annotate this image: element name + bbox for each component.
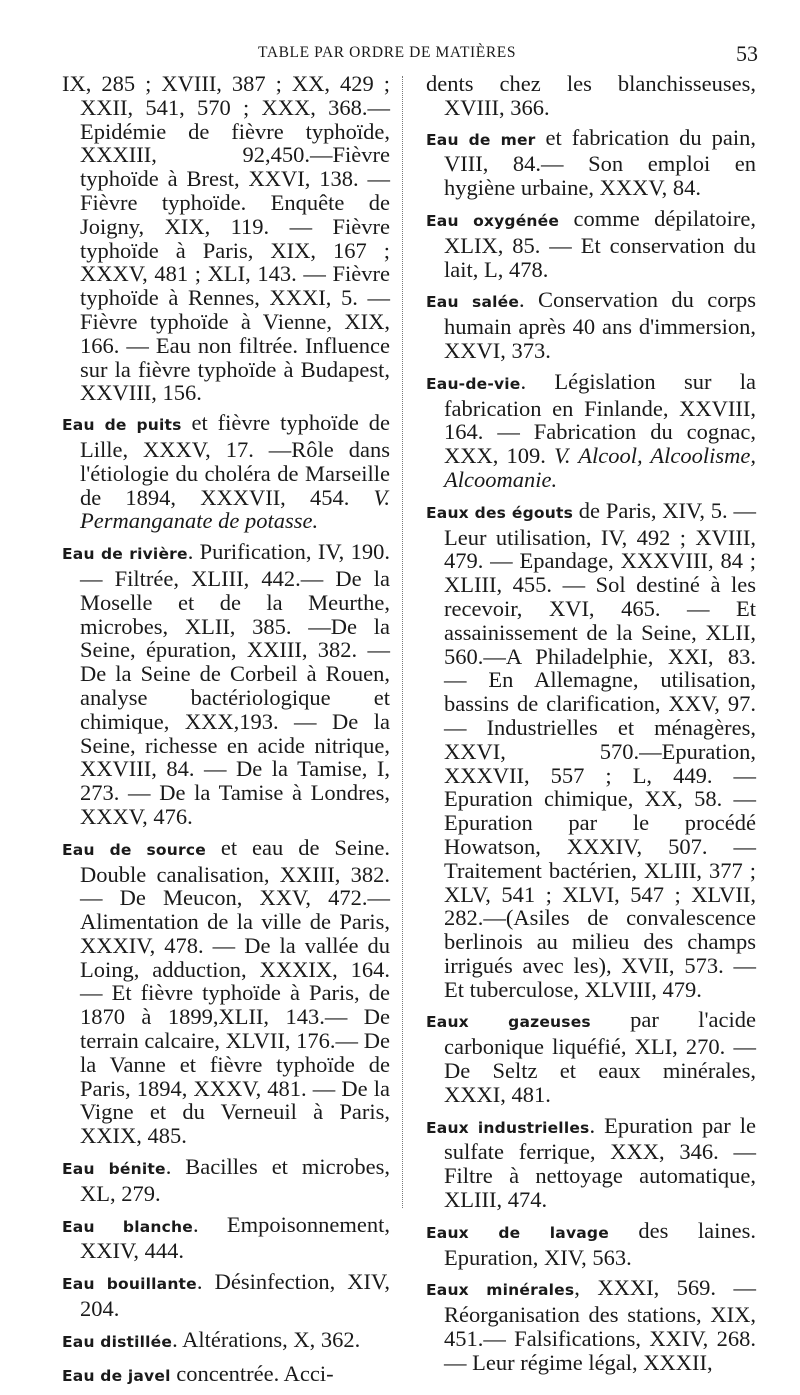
index-entry [62, 1326, 390, 1355]
index-entry-continuation [426, 71, 756, 120]
entry-text: IX, 285 ; XVIII, 387 ; XX, 429 ; XXII, 541, 570 ; XXX, 368.— Epidémie de fièvre typhoïde, XXXIII, 92,450.—Fièvre typhoïde à Brest, XXVI, 138. — Fièvre typhoïde. Enquête de Joigny, XIX, 119. — Fièvre typhoïde à Paris, XIX, 167 ; XXXV, 481 ; XLI, 143. — Fièvre typhoïde à Rennes, XXXI, 5. — Fièvre typhoïde à Vienne, XIX, 166. — Eau non filtrée. Influence sur la fièvre typhoïde à Budapest, XXVIII, 156. [62, 71, 390, 406]
index-entry-continuation [62, 71, 390, 406]
entry-term: Eau salée [426, 293, 520, 312]
entry-text: . Epuration par le sulfate ferrique, XXX, 346. — Filtre à nettoyage automatique, XLIII, 474. [444, 1112, 756, 1213]
entry-text: . Législation sur la fabrication en Finlande, XXVIII, 164. — Fabrication du cognac, XXX, 109. [444, 368, 756, 469]
entry-term: Eau de source [62, 840, 206, 859]
entry-text: . Désinfection, XIV, 204. [80, 1269, 390, 1322]
entry-cross-reference: V. Alcool, Alcoolisme, Alcoomanie. [444, 443, 756, 492]
index-entry [62, 410, 390, 534]
index-entry [426, 497, 756, 1002]
entry-term: Eau de rivière [62, 545, 188, 564]
index-entry [426, 287, 756, 363]
entry-term: Eaux minérales [426, 1281, 575, 1300]
entry-term: Eau de javel [62, 1366, 171, 1385]
entry-cross-reference: V. Permanganate de potasse. [80, 484, 390, 534]
index-entry [62, 1211, 390, 1264]
page-number: 53 [736, 41, 758, 66]
entry-term: Eau bénite [62, 1160, 166, 1179]
entry-text: des laines. Epuration, XIV, 563. [444, 1217, 756, 1270]
entry-text: de Paris, XIV, 5. — Leur utilisation, IV, 492 ; XVIII, 479. — Epandage, XXXVIII, 84 ; XLIII, 455. — Sol destiné à les recevoir, XVI, 465. — Et assainissement de la Seine, XLII, 560.—A Philadelphie, XXI, 83. — En Allemagne, utilisation, bassins de clarification, XXV, 97. — Industrielles et ménagères, XXVI, 570.—Epuration, XXXVII, 557 ; L, 449. — Epuration chimique, XX, 58. — Epuration par le procédé Howatson, XXXIV, 507. — Traitement bactérien, XLIII, 377 ; XLV, 541 ; XLVI, 547 ; XLVII, 282.—(Asiles de convalescence berlinois au milieu des champs irrigués avec les), XVII, 573. — Et tuberculose, XLVIII, 479. [444, 497, 756, 1002]
entry-term: Eaux gazeuses [426, 1013, 591, 1032]
entry-term: Eau de mer [426, 130, 536, 149]
right-column [426, 72, 756, 1382]
index-entry [426, 1007, 756, 1107]
index-entry [62, 1269, 390, 1322]
entry-text: dents chez les blanchisseuses, XVIII, 366. [426, 71, 756, 120]
index-entry [426, 368, 756, 492]
entry-text: et fièvre typhoïde de Lille, XXXV, 17. —Rôle dans l'étiologie du choléra de Marseille de 1894, XXXVII, 454. [80, 410, 390, 510]
index-entry [62, 1154, 390, 1206]
running-header [0, 41, 800, 74]
entry-term: Eau de puits [62, 416, 182, 435]
column-divider [402, 76, 403, 1208]
entry-term: Eau oxygénée [426, 211, 560, 230]
entry-term: Eaux des égouts [426, 503, 573, 522]
entry-text: et eau de Seine. Double canalisation, XXIII, 382. — De Meucon, XXV, 472.— Alimentation de la ville de Paris, XXXIV, 478. — De la vallée du Loing, adduction, XXXIX, 164. — Et fièvre typhoïde à Paris, de 1870 à 1899,XLII, 143.— De terrain calcaire, XLVII, 176.— De la Vanne et fièvre typhoïde de Paris, 1894, XXXV, 481. — De la Vigne et du Verneuil à Paris, XXIX, 485. [80, 834, 390, 1149]
index-entry [426, 205, 756, 282]
index-entry [426, 1112, 756, 1213]
index-entry [62, 1360, 390, 1389]
left-column [62, 72, 390, 1395]
entry-term: Eau-de-vie [426, 374, 521, 393]
entry-term: Eau bouillante [62, 1275, 197, 1294]
running-header-title: TABLE PAR ORDRE DE MATIÈRES [258, 44, 517, 61]
entry-text: . Conservation du corps humain après 40 ans d'immersion, XXVI, 373. [444, 287, 756, 363]
entry-term: Eau blanche [62, 1217, 193, 1236]
entry-text: concentrée. Acci- [170, 1360, 334, 1386]
entry-text: et fabrication du pain, VIII, 84.— Son emploi en hygiène urbaine, XXXV, 84. [444, 124, 756, 201]
entry-text: . Empoisonnement, XXIV, 444. [80, 1211, 390, 1264]
index-entry [62, 539, 390, 829]
entry-term: Eaux industrielles [426, 1118, 590, 1137]
entry-text: , XXXI, 569. — Réorganisation des stations, XIX, 451.— Falsifications, XXIV, 268.— Leur régime légal, XXXII, [444, 1275, 756, 1375]
index-entry [426, 124, 756, 201]
entry-text: par l'acide carbonique liquéfié, XLI, 270. — De Seltz et eaux minérales, XXXI, 481. [444, 1007, 756, 1107]
index-entry [62, 834, 390, 1149]
index-entry [426, 1217, 756, 1270]
entry-term: Eau distillée [62, 1332, 173, 1351]
entry-term: Eaux de lavage [426, 1223, 609, 1242]
entry-text: comme dépilatoire, XLIX, 85. — Et conservation du lait, L, 478. [444, 205, 756, 282]
entry-text: . Altérations, X, 362. [172, 1326, 361, 1352]
index-entry [426, 1275, 756, 1375]
entry-text: . Purification, IV, 190. — Filtrée, XLIII, 442.— De la Moselle et de la Meurthe, microbes, XLII, 385. —De la Seine, épuration, XXIII, 382. — De la Seine de Corbeil à Rouen, analyse bactériologique et chimique, XXX,193. — De la Seine, richesse en acide nitrique, XXVIII, 84. — De la Tamise, I, 273. — De la Tamise à Londres, XXXV, 476. [80, 539, 390, 829]
entry-text: . Bacilles et microbes, XL, 279. [80, 1154, 390, 1206]
